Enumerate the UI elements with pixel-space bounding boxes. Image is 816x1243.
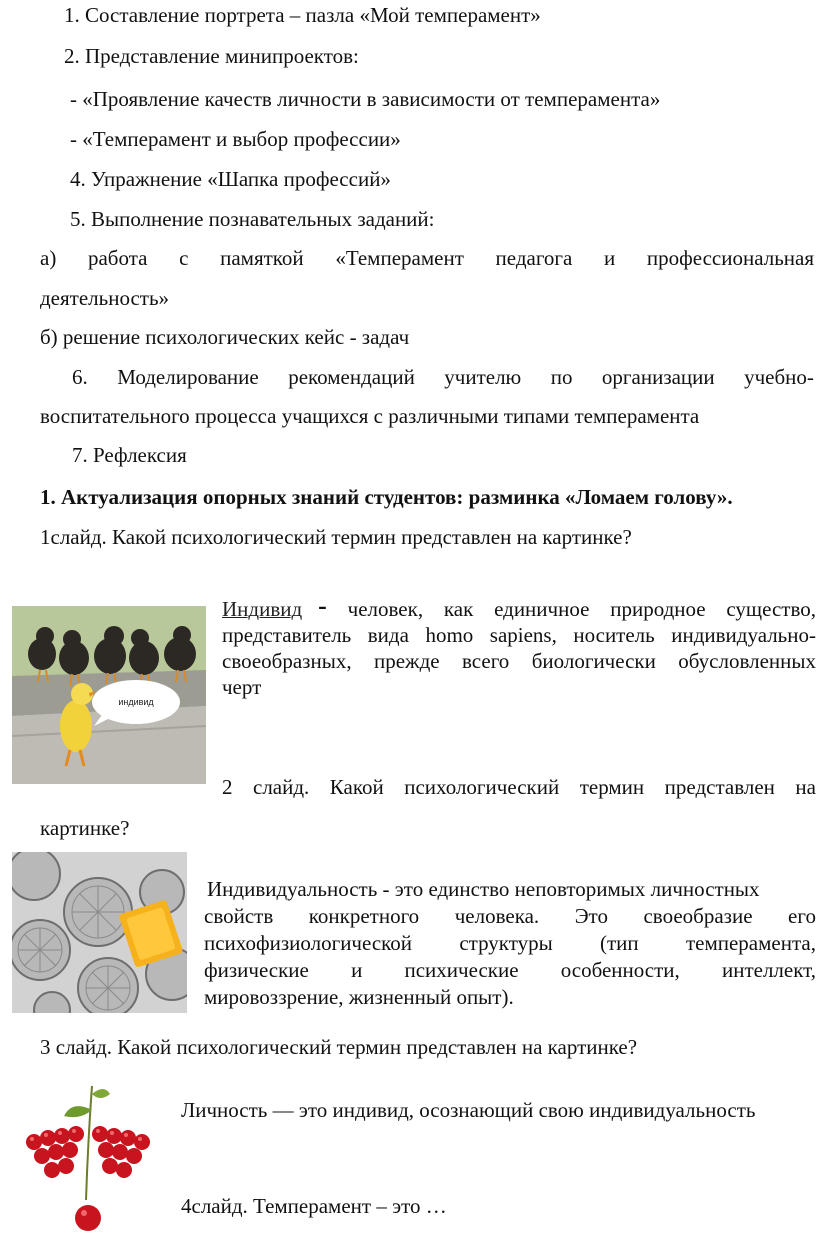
- slide1-line1: [222, 591, 816, 622]
- word: носитель: [573, 623, 655, 647]
- word: слайд.: [253, 775, 310, 799]
- term-individual: [222, 591, 327, 622]
- word: обусловленных: [678, 649, 816, 673]
- word: памяткой: [220, 246, 304, 270]
- term-dash: -: [318, 591, 327, 620]
- list-item-5: 5. Выполнение познавательных заданий:: [70, 207, 435, 231]
- slide1-line3: [222, 648, 816, 674]
- word: педагога: [495, 246, 573, 270]
- word: организации: [601, 365, 715, 389]
- word: представитель: [222, 623, 352, 647]
- bubble-label: индивид: [118, 697, 154, 707]
- ducklings-image: [12, 606, 206, 784]
- slide3-question: 3 слайд. Какой психологический термин представлен на картинке?: [40, 1035, 638, 1059]
- word: физические: [204, 958, 309, 982]
- word: по: [550, 365, 573, 389]
- word: представлен: [664, 775, 775, 799]
- term-label: Индивид: [222, 597, 303, 621]
- list-item-5a-line1: [40, 245, 814, 271]
- slide2-line4: [204, 957, 816, 983]
- section-heading: 1. Актуализация опорных знаний студентов: разминка «Ломаем голову».: [40, 485, 733, 509]
- word: своеобразие: [643, 904, 753, 928]
- list-item-2: 2. Представление минипроектов:: [64, 44, 359, 68]
- list-item-6-line1: [72, 364, 814, 390]
- word: единичное: [494, 597, 590, 621]
- word: его: [788, 904, 816, 928]
- word: как: [443, 597, 474, 621]
- list-item-1: 1. Составление портрета – пазла «Мой темперамент»: [64, 3, 541, 27]
- word: всего: [462, 649, 510, 673]
- word: учебно-: [744, 365, 814, 389]
- word: человек,: [347, 597, 424, 621]
- word: природное: [610, 597, 706, 621]
- term-individuality: Индивидуальность: [207, 877, 378, 901]
- word: с: [179, 246, 189, 270]
- citrus-image: [12, 852, 187, 1013]
- list-item-5b: б) решение психологических кейс - задач: [40, 325, 410, 349]
- list-item-5a-line2: деятельность»: [40, 286, 170, 310]
- word: свойств: [204, 904, 274, 928]
- slide1-question: 1слайд. Какой психологический термин представлен на картинке?: [40, 525, 632, 549]
- word: 2: [222, 775, 233, 799]
- word: и: [351, 958, 363, 982]
- slide2-question-line1: [222, 774, 816, 800]
- slide2-question-line2: картинке?: [40, 816, 130, 840]
- word: на: [795, 775, 816, 799]
- word: работа: [87, 246, 148, 270]
- slide2-line2: [204, 903, 816, 929]
- word: (тип: [600, 931, 639, 955]
- word: темперамента,: [685, 931, 816, 955]
- word: и: [604, 246, 616, 270]
- word: вида: [367, 623, 409, 647]
- slide3-answer: Личность — это индивид, осознающий свою индивидуальность: [181, 1098, 756, 1122]
- word: биологически: [531, 649, 656, 673]
- slide2-line5: мировоззрение, жизненный опыт).: [204, 985, 514, 1009]
- word: sapiens,: [489, 623, 557, 647]
- word: Это: [574, 904, 608, 928]
- word: человека.: [454, 904, 540, 928]
- slide1-line4: черт: [222, 675, 262, 699]
- slide2-line1-rest: - это единство неповторимых личностных: [377, 877, 760, 901]
- cherries-image: [12, 1080, 162, 1240]
- word: прежде: [374, 649, 440, 673]
- list-subitem-1: - «Проявление качеств личности в зависимости от темперамента»: [70, 87, 661, 111]
- list-item-7: 7. Рефлексия: [72, 443, 187, 467]
- word: профессиональная: [646, 246, 814, 270]
- word: своеобразных,: [222, 649, 352, 673]
- word: Моделирование: [117, 365, 259, 389]
- word: 6.: [72, 365, 88, 389]
- slide2-line3: [204, 930, 816, 956]
- list-item-6-line2: воспитательного процесса учащихся с различными типами темперамента: [40, 404, 700, 428]
- word: а): [40, 246, 57, 270]
- word: структуры: [459, 931, 553, 955]
- slide2-line1: [207, 876, 816, 902]
- slide1-line2: [222, 622, 816, 648]
- slide4-text: 4слайд. Темперамент – это …: [181, 1194, 447, 1218]
- list-subitem-2: - «Темперамент и выбор профессии»: [70, 127, 401, 151]
- word: Какой: [329, 775, 384, 799]
- word: психические: [404, 958, 519, 982]
- word: существо,: [726, 597, 816, 621]
- word: термин: [579, 775, 645, 799]
- word: индивидуально-: [671, 623, 816, 647]
- word: учителю: [444, 365, 522, 389]
- word: особенности,: [560, 958, 680, 982]
- list-item-4: 4. Упражнение «Шапка профессий»: [70, 167, 391, 191]
- word: конкретного: [308, 904, 420, 928]
- word: «Темперамент: [335, 246, 464, 270]
- word: интеллект,: [721, 958, 816, 982]
- word: психофизиологической: [204, 931, 413, 955]
- word: психологический: [404, 775, 560, 799]
- word: рекомендаций: [288, 365, 415, 389]
- word: homo: [425, 623, 474, 647]
